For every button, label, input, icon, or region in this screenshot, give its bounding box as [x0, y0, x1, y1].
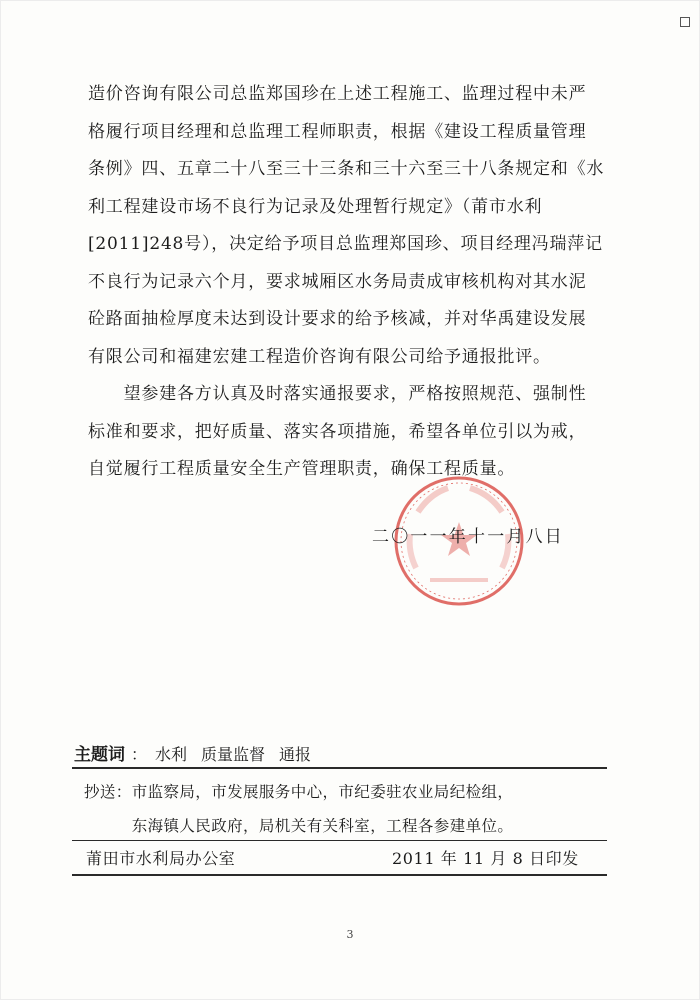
body-line: 格履行项目经理和总监理工程师职责，根据《建设工程质量管理	[88, 121, 587, 142]
signature-date: 二〇一一年十一月八日	[372, 527, 564, 547]
keyword: 质量监督	[201, 745, 266, 764]
keyword: 水利	[155, 745, 188, 764]
keywords-label: 主题词	[74, 745, 125, 765]
keywords-colon: ：	[131, 745, 148, 764]
divider-top	[72, 767, 607, 769]
issue-date: 2011 年 11 月 8 日印发	[392, 849, 579, 868]
keyword: 通报	[279, 745, 312, 764]
body-line: 利工程建设市场不良行为记录及处理暂行规定》（莆市水利	[88, 196, 543, 217]
page-number: 3	[346, 928, 354, 941]
divider-middle	[72, 840, 607, 841]
cc-line: 东海镇人民政府，局机关有关科室，工程各参建单位。	[84, 817, 514, 835]
divider-bottom	[72, 874, 607, 876]
body-line: 标准和要求，把好质量、落实各项措施，希望各单位引以为戒，	[88, 421, 587, 442]
body-text	[88, 76, 608, 489]
body-line: 造价咨询有限公司总监郑国珍在上述工程施工、监理过程中未严	[88, 84, 587, 104]
body-line: 望参建各方认真及时落实通报要求，严格按照规范、强制性	[88, 384, 587, 404]
body-line: 有限公司和福建宏建工程造价咨询有限公司给予通报批评。	[88, 346, 551, 367]
body-line: 砼路面抽检厚度未达到设计要求的给予核减，并对华禹建设发展	[88, 309, 587, 329]
keywords-line	[74, 740, 325, 765]
corner-mark	[680, 12, 690, 22]
body-line: [2011]248号），决定给予项目总监理郑国珍、项目经理冯瑞萍记	[88, 234, 603, 254]
corner-mark-icon	[680, 17, 690, 27]
body-line: 条例》四、五章二十八至三十三条和三十六至三十八条规定和《水	[88, 159, 605, 179]
cc-line: 抄送：市监察局，市发展服务中心，市纪委驻农业局纪检组，	[84, 783, 514, 801]
body-line: 自觉履行工程质量安全生产管理职责，确保工程质量。	[88, 459, 516, 479]
body-line: 不良行为记录六个月，要求城厢区水务局责成审核机构对其水泥	[88, 271, 587, 292]
issuer: 莆田市水利局办公室	[86, 849, 236, 868]
